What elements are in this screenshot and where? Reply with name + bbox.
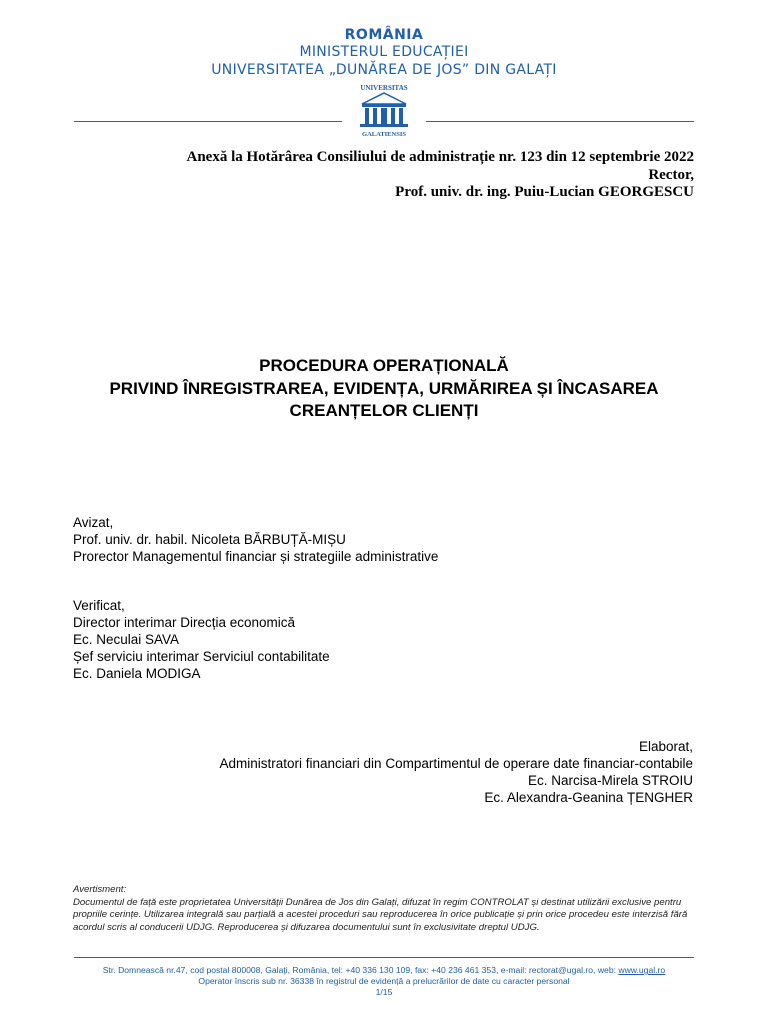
verificat-block — [73, 597, 330, 682]
verificat-name1: Ec. Neculai SAVA — [73, 632, 180, 647]
verificat-role1: Director interimar Direcția economică — [73, 615, 296, 630]
verificat-name2: Ec. Daniela MODIGA — [73, 666, 201, 681]
logo-bottom-text: GALATIENSIS — [362, 131, 406, 138]
header-rule-right — [426, 121, 694, 122]
header-university: UNIVERSITATEA „DUNĂREA DE JOS” DIN GALAȚI — [211, 62, 557, 78]
verificat-role2: Șef serviciu interimar Serviciul contabilitate — [73, 649, 330, 664]
university-logo — [348, 82, 420, 138]
warning-label: Avertisment: — [73, 884, 127, 895]
avizat-block — [73, 514, 438, 565]
header-country: ROMÂNIA — [344, 27, 424, 43]
warning-block — [73, 884, 701, 934]
elaborat-block — [220, 738, 694, 806]
page-number: 1/15 — [375, 987, 393, 997]
rector-label: Rector, — [648, 167, 694, 183]
avizat-label: Avizat, — [73, 515, 114, 530]
avizat-name: Prof. univ. dr. habil. Nicoleta BĂRBUȚĂ-MIȘU — [73, 532, 346, 547]
elaborat-label: Elaborat, — [638, 739, 693, 754]
header-rule-left — [74, 121, 342, 122]
footer-web-link[interactable]: www.ugal.ro — [618, 965, 666, 975]
footer-rule — [74, 957, 694, 958]
avizat-role: Prorector Managementul financiar și strategiile administrative — [73, 549, 439, 564]
elaborat-name2: Ec. Alexandra-Geanina ȚENGHER — [484, 790, 693, 805]
logo-top-text: UNIVERSITAS — [360, 84, 408, 92]
footer-address-line — [0, 965, 768, 975]
footer-address: Str. Domnească nr.47, cod postal 800008, Galați, România, tel: +40 336 130 109, fax: +40 236 461 353, e-mail: rectorat@ugal.ro, web: — [102, 965, 619, 975]
document-title-line1: PROCEDURA OPERAȚIONALĂ — [259, 356, 509, 375]
footer-operator: Operator înscris sub nr. 36338 în registrul de evidență a prelucrărilor de date cu caracter personal — [198, 976, 570, 986]
header-ministry: MINISTERUL EDUCAȚIEI — [299, 44, 469, 60]
annex-line: Anexă la Hotărârea Consiliului de administrație nr. 123 din 12 septembrie 2022 — [186, 149, 694, 165]
verificat-label: Verificat, — [73, 598, 125, 613]
warning-text: Documentul de față este proprietatea Universității Dunărea de Jos din Galați, difuzat în regim CONTROLAT și destinat utilizării exclusive pentru propriile cerințe. Utilizarea integrală sau parțială a acestei proceduri sau reproducerea în orice publicație și prin orice procedeu este interzisă fără acordul scris al conducerii UDJG. Reproducerea și difuzarea documentului sunt în exclusivitate dreptul UDJG. — [73, 896, 688, 933]
document-title-line2: PRIVIND ÎNREGISTRAREA, EVIDENȚA, URMĂRIREA ȘI ÎNCASAREA — [109, 379, 659, 398]
elaborat-name1: Ec. Narcisa-Mirela STROIU — [527, 773, 693, 788]
elaborat-role: Administratori financiari din Compartimentul de operare date financiar-contabile — [219, 756, 693, 771]
document-title-line3: CREANȚELOR CLIENȚI — [289, 401, 479, 420]
rector-name: Prof. univ. dr. ing. Puiu-Lucian GEORGESCU — [395, 184, 694, 200]
